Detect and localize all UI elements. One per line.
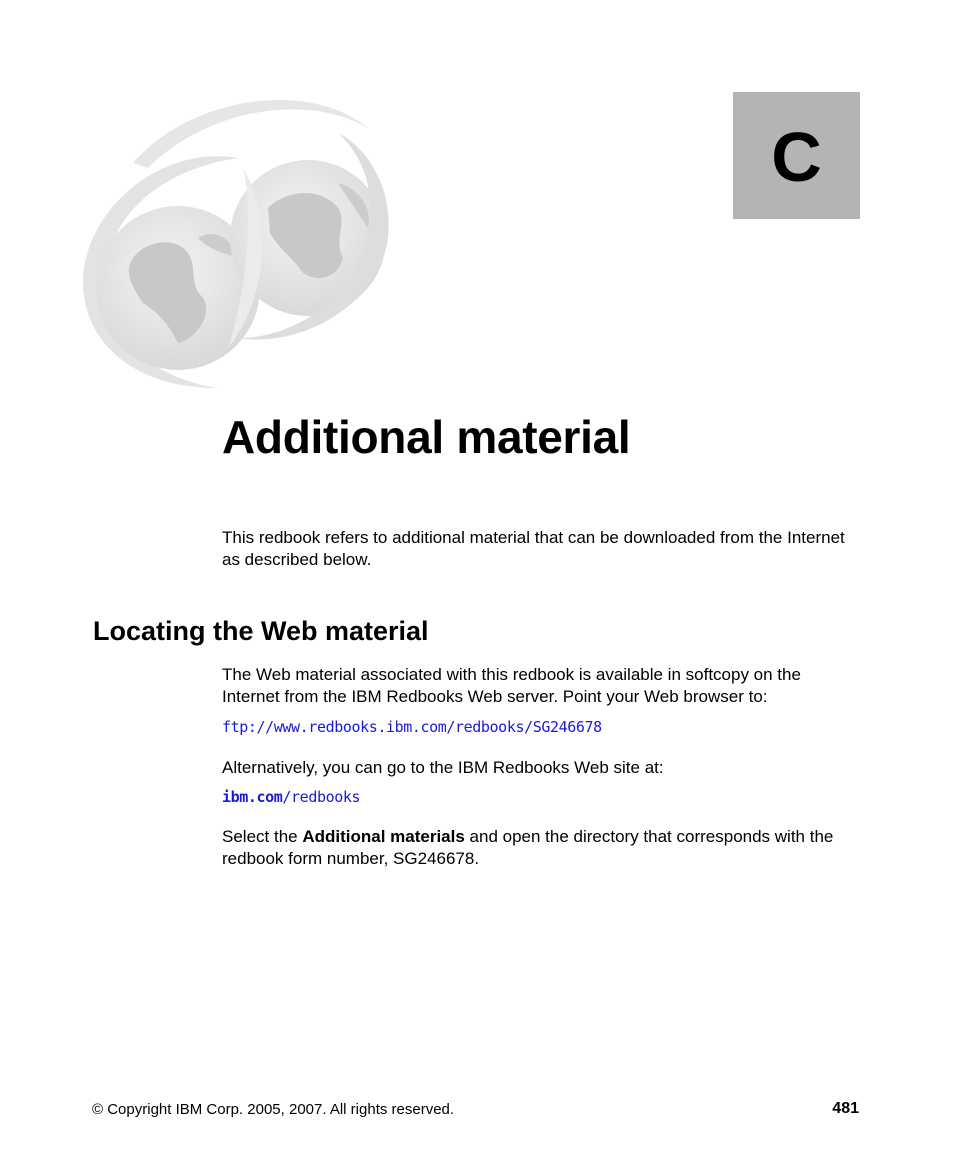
additional-materials-emphasis: Additional materials — [302, 827, 465, 846]
chapter-title: Additional material — [222, 411, 631, 463]
chapter-letter: C — [771, 117, 822, 196]
intro-paragraph: This redbook refers to additional material that can be downloaded from the Internet as described below. — [222, 528, 845, 569]
redbooks-globe-swirl-icon — [38, 88, 410, 390]
footer-copyright: © Copyright IBM Corp. 2005, 2007. All rights reserved. — [92, 1101, 455, 1118]
alternative-paragraph: Alternatively, you can go to the IBM Redbooks Web site at: — [222, 758, 664, 777]
select-text-start: Select the — [222, 827, 303, 846]
select-text-end: and open the directory that corresponds with the redbook form number, SG246678. — [222, 827, 834, 868]
web-material-paragraph: The Web material associated with this redbook is available in softcopy on the Internet from the IBM Redbooks Web server. Point your Web browser to: — [222, 665, 801, 706]
ftp-link[interactable]: ftp://www.redbooks.ibm.com/redbooks/SG246678 — [222, 718, 602, 736]
chapter-label-box — [733, 92, 860, 219]
select-materials-paragraph — [222, 826, 862, 870]
page-number: 481 — [832, 1100, 859, 1117]
ibm-link-domain: ibm.com — [222, 788, 283, 806]
ibm-link-path: /redbooks — [282, 788, 361, 806]
section-heading: Locating the Web material — [93, 616, 429, 646]
ibm-redbooks-link[interactable] — [222, 787, 360, 807]
